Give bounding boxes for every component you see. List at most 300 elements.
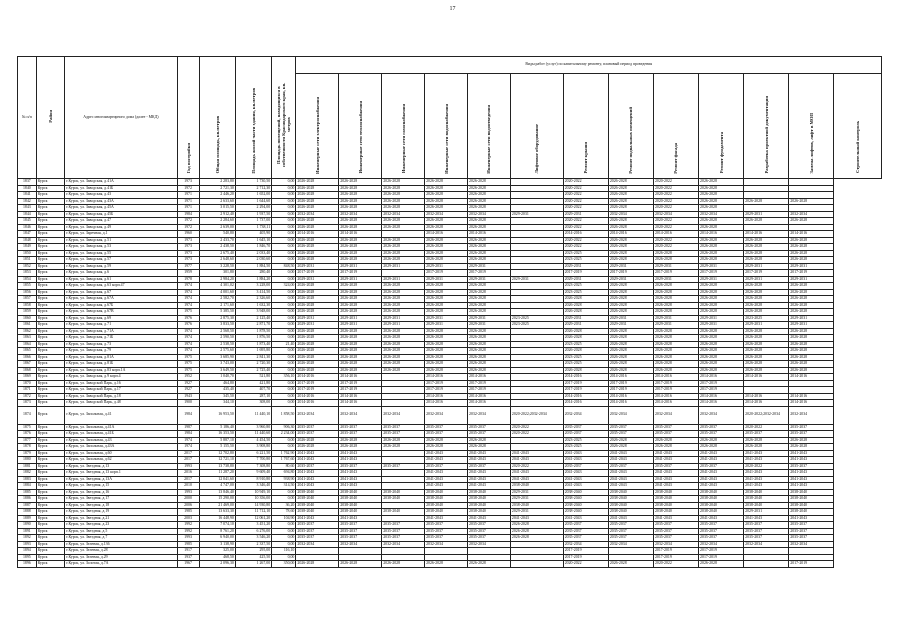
district-cell: Курск — [36, 270, 65, 277]
table-cell: 2026-2028 — [608, 179, 653, 186]
district-cell: Курск — [36, 476, 65, 483]
table-cell: 2014-2016 — [699, 400, 744, 407]
table-cell: 2026-2028 — [608, 237, 653, 244]
header-facade: Ремонт фасада — [653, 74, 698, 179]
table-cell: 2026-2028 — [744, 367, 789, 374]
table-cell: 1978 — [177, 276, 199, 283]
table-cell: 1971 — [177, 198, 199, 205]
table-cell: 2 294,00 — [235, 205, 271, 212]
table-cell: 1984 — [177, 211, 199, 218]
table-cell: 2041-2043 — [339, 457, 382, 464]
table-cell: 2 648,60 — [199, 257, 235, 264]
table-cell: 2035-2037 — [699, 535, 744, 542]
table-cell: 3 451,20 — [235, 522, 271, 529]
address-cell: г.Курск, ул. Заводской Парк, д.16 — [65, 380, 177, 387]
table-cell: 2029-2031 — [699, 315, 744, 322]
table-cell: 7 308,80 — [235, 463, 271, 470]
table-cell: 2014-2016 — [296, 393, 339, 400]
table-cell: 2026-2028 — [608, 296, 653, 303]
table-cell: 3 833,50 — [199, 322, 235, 329]
district-cell: Курск — [36, 522, 65, 529]
district-cell: Курск — [36, 374, 65, 381]
table-cell: 2026-2028 — [468, 237, 511, 244]
table-cell: 2026-2028 — [744, 250, 789, 257]
table-cell: 2029-2031 — [425, 263, 468, 270]
table-cell: 2026-2028 — [608, 309, 653, 316]
address-cell: г.Курск, ул. Запольная, д.41Б — [65, 431, 177, 438]
row-number: 1883 — [18, 476, 37, 483]
table-cell: 2017-2019 — [296, 380, 339, 387]
table-cell: 1943 — [177, 393, 199, 400]
table-cell: 1973 — [177, 250, 199, 257]
row-number: 1859 — [18, 309, 37, 316]
table-cell: 2035-2037 — [563, 424, 608, 431]
district-cell: Курск — [36, 192, 65, 199]
table-cell: 1 846,70 — [235, 244, 271, 251]
table-cell: 2029-2031 — [296, 315, 339, 322]
table-cell: 2038-2040 — [563, 502, 608, 509]
table-cell: 2026-2028 — [744, 296, 789, 303]
table-cell: 2032-2034 — [382, 211, 425, 218]
district-cell: Курск — [36, 276, 65, 283]
table-cell: 2026-2028 — [296, 244, 339, 251]
table-cell: 2035-2037 — [653, 528, 698, 535]
table-cell: 2 675,40 — [199, 250, 235, 257]
table-cell: 2026-2028 — [425, 348, 468, 355]
table-cell: 2023-2025 — [563, 361, 608, 368]
table-cell: 2017-2019 — [339, 387, 382, 394]
table-cell: 2020-2022 — [653, 237, 698, 244]
table-cell: 2020-2022 — [744, 463, 789, 470]
header-sewer: Инженерные сети водоотведения — [468, 74, 511, 179]
table-cell: 2032-2034 — [296, 541, 339, 548]
table-cell: 2017-2019 — [699, 270, 744, 277]
table-cell: 2029-2031 — [789, 276, 834, 283]
table-cell: 2017-2019 — [699, 380, 744, 387]
table-cell: 1975 — [177, 367, 199, 374]
table-cell: 2026-2028 — [608, 257, 653, 264]
table-cell: 2026-2028 — [339, 348, 382, 355]
table-cell: 2032-2034 — [425, 406, 468, 424]
table-cell: 2029-2031 — [339, 276, 382, 283]
table-cell: 4 454,50 — [235, 437, 271, 444]
table-cell: 2023-2025 — [744, 315, 789, 322]
table-cell: 2 171,60 — [199, 302, 235, 309]
district-cell: Курск — [36, 296, 65, 303]
table-cell: 2032-2034 — [608, 406, 653, 424]
district-cell: Курск — [36, 515, 65, 522]
table-cell: 435,40 — [199, 387, 235, 394]
table-cell: 2035-2037 — [339, 431, 382, 438]
table-cell: 6 940,00 — [199, 535, 235, 542]
table-cell: 1974 — [177, 296, 199, 303]
table-cell: 2017-2019 — [296, 270, 339, 277]
table-cell: 2014-2016 — [699, 393, 744, 400]
table-cell: 2 721,30 — [199, 185, 235, 192]
table-cell: 2026-2028 — [789, 354, 834, 361]
table-cell: 2032-2034 — [339, 541, 382, 548]
table-cell: 2026-2028 — [339, 341, 382, 348]
table-cell: 2026-2028 — [653, 361, 698, 368]
table-cell: 2035-2037 — [699, 528, 744, 535]
table-cell: 1927 — [177, 387, 199, 394]
address-cell: г.Курск, ул. Звездная, д.13 — [65, 463, 177, 470]
table-cell: 2026-2028 — [653, 437, 698, 444]
table-cell: 2041-2043 — [699, 470, 744, 477]
table-cell: 2026-2028 — [339, 244, 382, 251]
table-cell: 2026-2028 — [789, 198, 834, 205]
table-cell: 2026-2028 — [510, 528, 563, 535]
table-cell: 2041-2043 — [789, 470, 834, 477]
table-cell: 0,00 — [272, 185, 296, 192]
table-cell: 1972 — [177, 218, 199, 225]
table-cell: 0,00 — [272, 348, 296, 355]
table-cell: 2035-2037 — [608, 528, 653, 535]
table-cell: 2026-2028 — [653, 296, 698, 303]
table-cell: 2006 — [177, 502, 199, 509]
table-cell: 2026-2028 — [339, 257, 382, 264]
table-cell: 2026-2028 — [608, 335, 653, 342]
table-cell: 2017-2019 — [468, 380, 511, 387]
table-cell: 2029-2031 — [510, 276, 563, 283]
table-cell: 2041-2043 — [563, 476, 608, 483]
table-cell: 2038-2040 — [510, 483, 563, 490]
table-cell: 2041-2043 — [339, 483, 382, 490]
table-cell: 2035-2037 — [653, 424, 698, 431]
district-cell: Курск — [36, 502, 65, 509]
table-cell: 2041-2043 — [699, 515, 744, 522]
table-cell: 2020-2022 — [653, 218, 698, 225]
table-cell: 345,50 — [199, 393, 235, 400]
table-cell: 2026-2028 — [608, 218, 653, 225]
address-cell: г.Курск, ул. Заводская, д.41А — [65, 179, 177, 186]
table-cell: 2035-2037 — [468, 431, 511, 438]
table-cell: 2014-2016 — [468, 374, 511, 381]
table-cell: 2020-2022 — [510, 424, 563, 431]
table-cell: 2026-2028 — [382, 354, 425, 361]
table-cell: 2026-2028 — [296, 250, 339, 257]
table-cell: 2 875,30 — [199, 315, 235, 322]
table-row — [18, 561, 882, 568]
table-cell: 0,00 — [272, 198, 296, 205]
table-cell: 0,00 — [272, 257, 296, 264]
table-cell: 2 538,50 — [199, 341, 235, 348]
table-cell: 16 353,50 — [199, 431, 235, 438]
table-cell: 1927 — [177, 380, 199, 387]
table-cell: 1 738,11 — [235, 224, 271, 231]
header-address: Адрес многоквартирного дома (далее - МКД) — [65, 57, 177, 179]
table-cell: 2026-2028 — [382, 289, 425, 296]
table-cell: 2035-2037 — [296, 528, 339, 535]
page-number: 17 — [449, 6, 456, 12]
table-cell: 21 469,00 — [199, 502, 235, 509]
address-cell: г.Курск, ул. Заводская, д.67 — [65, 289, 177, 296]
table-cell: 116,10 — [272, 548, 296, 555]
header-heat: Инженерные сети теплоснабжения — [339, 74, 382, 179]
row-number: 1881 — [18, 463, 37, 470]
table-cell: 2026-2028 — [382, 296, 425, 303]
table-cell: 2041-2043 — [608, 470, 653, 477]
table-cell: 2026-2028 — [425, 224, 468, 231]
table-cell: 2026-2028 — [382, 328, 425, 335]
table-cell: 2038-2040 — [339, 489, 382, 496]
table-cell: 2035-2037 — [296, 535, 339, 542]
table-cell: 2041-2043 — [789, 476, 834, 483]
header-works-group: Виды работ (услуг) по капитальному ремонту, плановый период проведения — [296, 57, 882, 74]
district-cell: Курск — [36, 470, 65, 477]
table-cell: 2029-2031 — [699, 276, 744, 283]
table-cell: 1952 — [177, 374, 199, 381]
table-cell: 2026-2028 — [608, 361, 653, 368]
table-cell: 2038-2040 — [339, 509, 382, 516]
address-cell: г.Курск, ул. Звездная, д.15 — [65, 483, 177, 490]
table-cell: 2038-2040 — [382, 489, 425, 496]
row-number: 1837 — [18, 179, 37, 186]
district-cell: Курск — [36, 309, 65, 316]
table-cell: 2041-2043 — [296, 450, 339, 457]
table-cell: 2038-2040 — [382, 509, 425, 516]
table-cell: 1 632,30 — [235, 302, 271, 309]
table-cell: 2026-2028 — [382, 437, 425, 444]
table-cell: 3 546,20 — [235, 535, 271, 542]
table-cell: 1937 — [177, 554, 199, 561]
table-cell: 2029-2031 — [744, 276, 789, 283]
table-cell: 2035-2037 — [563, 535, 608, 542]
table-cell: 2 283,80 — [199, 179, 235, 186]
table-cell: 2026-2028 — [425, 185, 468, 192]
table-cell: 2026-2028 — [382, 341, 425, 348]
district-cell: Курск — [36, 450, 65, 457]
table-cell: 405,90 — [235, 231, 271, 238]
table-cell: 2026-2028 — [468, 348, 511, 355]
table-cell: 2014-2016 — [653, 400, 698, 407]
district-cell: Курск — [36, 341, 65, 348]
table-cell: 2026-2028 — [425, 361, 468, 368]
table-cell: 2026-2028 — [699, 328, 744, 335]
row-number: 1869 — [18, 374, 37, 381]
table-cell: 2041-2043 — [510, 476, 563, 483]
table-cell: 2035-2037 — [425, 431, 468, 438]
table-cell: 2038-2040 — [296, 502, 339, 509]
table-cell: 2041-2043 — [510, 450, 563, 457]
table-cell: 2029-2031 — [608, 322, 653, 329]
row-number: 1895 — [18, 554, 37, 561]
table-cell: 1 873,40 — [235, 341, 271, 348]
table-cell: 407,70 — [235, 387, 271, 394]
table-cell: 2035-2037 — [339, 535, 382, 542]
table-cell: 2 720,30 — [235, 361, 271, 368]
table-cell: 2026-2028 — [789, 341, 834, 348]
district-cell: Курск — [36, 218, 65, 225]
table-cell: 4 301,02 — [199, 283, 235, 290]
table-cell: 2 234,00 — [272, 431, 296, 438]
table-cell: 2038-2040 — [296, 496, 339, 503]
table-cell: 1974 — [177, 444, 199, 451]
table-cell: 2026-2028 — [339, 328, 382, 335]
table-cell: 2035-2037 — [296, 463, 339, 470]
table-cell: 2017-2019 — [425, 270, 468, 277]
table-cell: 2032-2034 — [563, 541, 608, 548]
table-cell: 2041-2043 — [608, 457, 653, 464]
table-cell: 2014-2016 — [608, 231, 653, 238]
table-cell: 2026-2028 — [699, 192, 744, 199]
table-cell: 2041-2043 — [608, 476, 653, 483]
table-cell: 2014-2016 — [296, 231, 339, 238]
table-cell: 2017 — [177, 476, 199, 483]
district-cell: Курск — [36, 322, 65, 329]
table-cell: 0,00 — [272, 309, 296, 316]
table-cell — [744, 561, 789, 568]
table-cell: 2026-2028 — [296, 561, 339, 568]
table-cell: 2017 — [177, 457, 199, 464]
table-cell: 3 346,40 — [235, 483, 271, 490]
district-cell: Курск — [36, 231, 65, 238]
district-cell: Курск — [36, 211, 65, 218]
table-cell: 2032-2034 — [653, 406, 698, 424]
address-cell: г.Курск, ул. Заводская, д.45А — [65, 205, 177, 212]
table-cell: 2026-2028 — [510, 522, 563, 529]
table-cell: 2026-2028 — [382, 250, 425, 257]
table-cell: 2041-2043 — [296, 457, 339, 464]
table-cell: 1972 — [177, 224, 199, 231]
table-cell: 2041-2043 — [744, 470, 789, 477]
district-cell: Курск — [36, 250, 65, 257]
address-cell: г.Курск, ул. Заводская, д.71 — [65, 322, 177, 329]
table-cell: 1974 — [177, 289, 199, 296]
table-cell: 2041-2043 — [339, 450, 382, 457]
address-cell: г.Курск, ул. Звездная, д.13 корп.1 — [65, 470, 177, 477]
table-cell: 2041-2043 — [425, 483, 468, 490]
table-cell: 2038-2040 — [382, 496, 425, 503]
table-cell: 2 096,30 — [199, 561, 235, 568]
table-cell: 2035-2037 — [608, 522, 653, 529]
table-cell: 2038-2040 — [789, 496, 834, 503]
table-cell: 2041-2043 — [425, 450, 468, 457]
table-cell: 2 337,50 — [235, 541, 271, 548]
table-cell: 2026-2028 — [425, 198, 468, 205]
table-cell: 2020-2022 — [563, 192, 608, 199]
table-cell: 3 228,00 — [235, 283, 271, 290]
table-cell: 2026-2028 — [699, 283, 744, 290]
table-cell: 0,00 — [272, 218, 296, 225]
table-cell: 2026-2028 — [425, 237, 468, 244]
table-cell: 2026-2028 — [699, 250, 744, 257]
table-cell: 2014-2016 — [425, 400, 468, 407]
table-cell: 2029-2031 — [510, 211, 563, 218]
row-number: 1889 — [18, 515, 37, 522]
table-cell: 2029-2031 — [425, 315, 468, 322]
table-cell: 2032-2034 — [296, 211, 339, 218]
table-cell: 2023-2025 — [563, 437, 608, 444]
district-cell: Курск — [36, 548, 65, 555]
table-cell: 2017-2019 — [789, 561, 834, 568]
table-cell: 2023-2025 — [563, 354, 608, 361]
table-cell: 2026-2028 — [468, 205, 511, 212]
table-cell: 2032-2034 — [653, 541, 698, 548]
table-cell: 2 433,70 — [199, 237, 235, 244]
table-cell: 2041-2043 — [744, 457, 789, 464]
table-cell: 2035-2037 — [382, 522, 425, 529]
table-cell: 2026-2028 — [296, 302, 339, 309]
table-cell: 2026-2028 — [789, 302, 834, 309]
district-cell: Курск — [36, 335, 65, 342]
table-cell: 2029-2031 — [510, 489, 563, 496]
table-cell: 2041-2043 — [563, 483, 608, 490]
table-cell: 2038-2040 — [789, 502, 834, 509]
table-cell: 2035-2037 — [789, 535, 834, 542]
address-cell: г.Курск, ул. Запольная, д.43А — [65, 444, 177, 451]
table-cell: 2017-2019 — [608, 387, 653, 394]
table-cell: 0,00 — [272, 250, 296, 257]
table-cell: 2014-2016 — [653, 374, 698, 381]
table-cell: 2026-2028 — [608, 444, 653, 451]
table-cell: 2020-2022 — [563, 198, 608, 205]
table-cell: 2017 — [177, 450, 199, 457]
table-cell: 1974 — [177, 348, 199, 355]
table-cell: 2026-2028 — [339, 283, 382, 290]
district-cell: Курск — [36, 354, 65, 361]
table-cell: 2041-2043 — [563, 457, 608, 464]
table-cell: 2026-2028 — [468, 437, 511, 444]
table-cell: 2032-2034 — [339, 211, 382, 218]
table-cell: 2041-2043 — [563, 515, 608, 522]
table-cell: 2029-2031 — [653, 276, 698, 283]
table-cell: 2029-2031 — [510, 509, 563, 516]
table-cell: 2026-2028 — [744, 218, 789, 225]
table-cell: 0,00 — [272, 361, 296, 368]
table-cell: 2023-2025 — [510, 315, 563, 322]
table-cell: 2026-2028 — [699, 218, 744, 225]
table-cell: 2026-2028 — [382, 361, 425, 368]
table-cell: 0,00 — [272, 387, 296, 394]
table-cell: 1 644,60 — [235, 198, 271, 205]
table-cell: 2026-2028 — [382, 309, 425, 316]
table-cell: 2026-2028 — [789, 444, 834, 451]
table-cell: 2026-2028 — [425, 444, 468, 451]
table-cell: 2038-2040 — [608, 489, 653, 496]
table-cell: 1985 — [177, 541, 199, 548]
table-cell: 2026-2028 — [653, 283, 698, 290]
district-cell: Курск — [36, 393, 65, 400]
row-number: 1858 — [18, 302, 37, 309]
address-cell: г.Курск, ул. Заводская, д.67Б — [65, 302, 177, 309]
table-cell: 2041-2043 — [608, 450, 653, 457]
table-cell: 2029-2031 — [744, 263, 789, 270]
table-cell: 540,80 — [199, 231, 235, 238]
table-cell: 2029-2031 — [468, 315, 511, 322]
table-cell: 521,80 — [235, 374, 271, 381]
table-cell: 2029-2031 — [744, 509, 789, 516]
table-cell: 2014-2016 — [425, 231, 468, 238]
table-cell: 2038-2040 — [608, 509, 653, 516]
table-cell: 2 984,20 — [199, 276, 235, 283]
table-cell: 1 937,50 — [235, 211, 271, 218]
address-cell: г.Курск, ул. Заводская, д.53 — [65, 244, 177, 251]
table-cell: 2035-2037 — [789, 528, 834, 535]
table-cell: 2017-2019 — [744, 270, 789, 277]
table-cell: 2026-2028 — [699, 561, 744, 568]
table-cell: 2029-2031 — [339, 263, 382, 270]
table-cell: 1959 — [177, 270, 199, 277]
table-cell: 2029-2031 — [468, 322, 511, 329]
table-cell: 2026-2028 — [699, 437, 744, 444]
table-cell: 2032-2034 — [563, 406, 608, 424]
table-cell: 2026-2028 — [468, 309, 511, 316]
table-cell: 2026-2028 — [425, 289, 468, 296]
table-cell: 13 738,80 — [199, 463, 235, 470]
address-cell: г.Курск, ул. Заводская, д.41Б — [65, 185, 177, 192]
table-cell: 2029-2031 — [296, 276, 339, 283]
